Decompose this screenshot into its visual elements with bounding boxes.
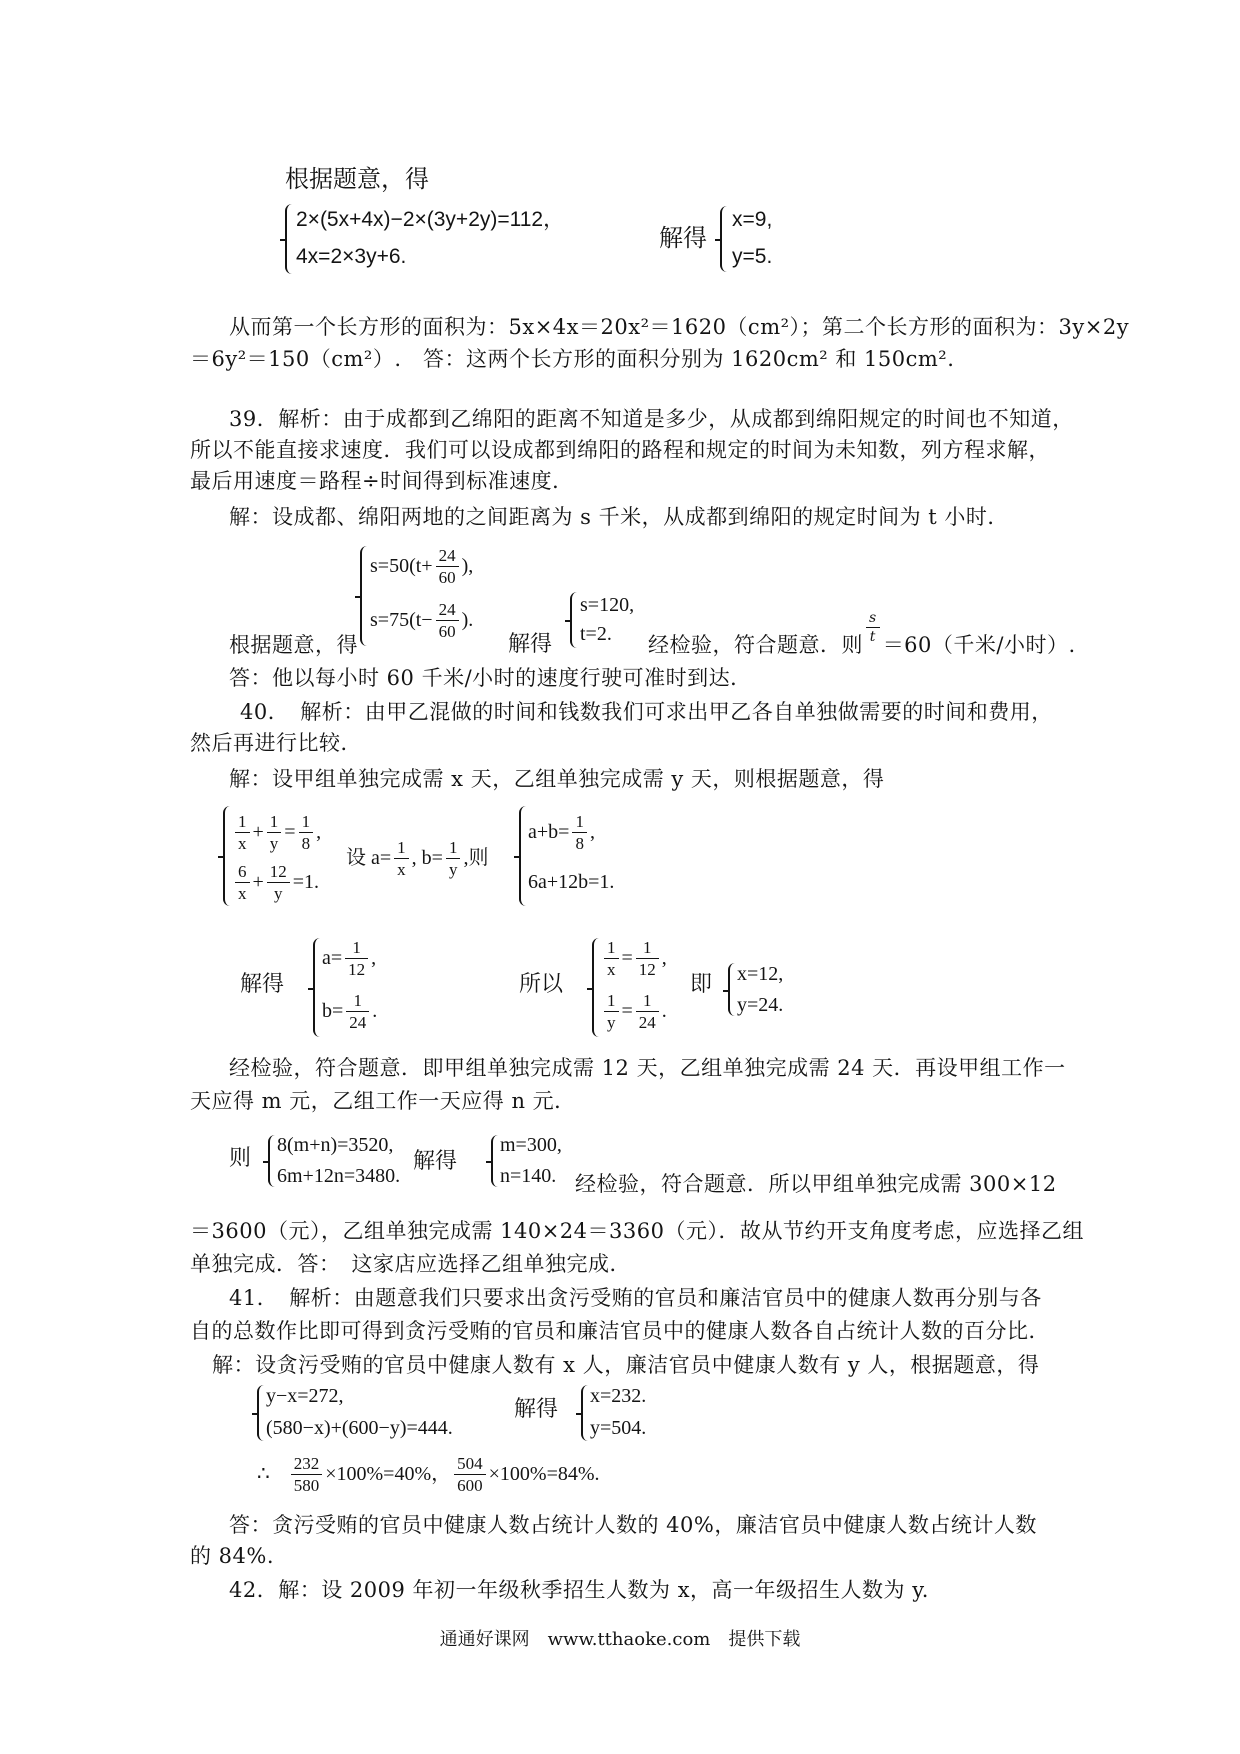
fraction	[454, 1454, 486, 1495]
denominator: y	[269, 833, 279, 853]
q40-system5-equation-1: x=12,	[737, 963, 784, 985]
q40-ie-label: 即	[690, 972, 713, 997]
q42-setup: 42．解：设 2009 年初一年级秋季招生人数为 x，高一年级招生人数为 y.	[229, 1578, 929, 1602]
fraction	[345, 938, 368, 979]
page-footer: 通通好课网 www.tthaoke.com 提供下载	[439, 1629, 801, 1650]
equation-text: ,则	[463, 847, 489, 869]
q40-system2-equation-1	[528, 810, 595, 854]
denominator: y	[274, 883, 283, 903]
fraction	[394, 838, 409, 879]
q38-solve-label: 解得	[659, 224, 707, 252]
q41-percentages	[257, 1452, 600, 1496]
numerator: 1	[299, 812, 314, 833]
q40-system7-equation-2: n=140.	[500, 1165, 557, 1187]
fraction	[446, 838, 461, 879]
numerator: 1	[235, 812, 250, 833]
left-brace	[313, 938, 322, 1037]
q39-equation-2	[370, 598, 473, 642]
q40-system2-equation-2	[528, 860, 614, 904]
q40-check: 经检验，符合题意．所以甲组单独完成需 300×12	[575, 1172, 1057, 1196]
left-brace	[257, 1385, 266, 1441]
equation-text: ×100%=84%.	[488, 1463, 600, 1485]
q39-check	[648, 607, 1076, 657]
q40-system3-equation-2	[322, 989, 377, 1033]
left-brace	[581, 1385, 590, 1441]
q38-solution-1: x=9,	[732, 208, 773, 231]
equation-text: ).	[461, 609, 474, 631]
fraction	[291, 1454, 323, 1495]
q40-analysis-line-1: 40． 解析：由甲乙混做的时间和钱数我们可求出甲乙各自单独做需要的时间和费用，	[240, 700, 1053, 724]
q40-system1-equation-2	[232, 860, 319, 904]
fraction	[866, 610, 880, 645]
fraction	[436, 600, 459, 641]
fraction	[572, 812, 587, 853]
denominator: 12	[638, 959, 656, 979]
q39-answer: 答：他以每小时 60 千米/小时的速度行驶可准时到达．	[229, 666, 752, 690]
q39-solution-2: t=2.	[580, 623, 612, 645]
equation-text: a+b=	[528, 821, 570, 843]
q40-system5-equation-2: y=24.	[737, 994, 784, 1016]
fraction	[604, 991, 619, 1032]
q39-solution-1: s=120,	[580, 594, 635, 616]
q41-answer-line-2: 的 84%.	[190, 1544, 275, 1568]
numerator: 1	[394, 838, 409, 859]
operator: +	[252, 821, 264, 843]
check-text: 经检验，符合题意．则	[648, 633, 863, 657]
numerator: 1	[345, 938, 368, 959]
q39-analysis-line-2: 所以不能直接求速度．我们可以设成都到绵阳的路程和规定的时间为未知数，列方程求解，	[190, 438, 1050, 462]
q40-system7-equation-1: m=300,	[500, 1134, 562, 1156]
q40-system6-equation-2: 6m+12n=3480.	[277, 1165, 401, 1187]
fraction	[436, 546, 459, 587]
q41-analysis-line-2: 自的总数作比即可得到贪污受贿的官员和廉洁官员中的健康人数各自占统计人数的百分比．	[190, 1319, 1050, 1343]
q38-solution-2: y=5.	[732, 245, 773, 268]
q41-equation-2: (580−x)+(600−y)=444.	[266, 1417, 453, 1439]
numerator: 1	[267, 812, 282, 833]
q40-text-line-3: ＝3600（元），乙组单独完成需 140×24＝3360（元）．故从节约开支角度考虑，应选择乙组	[190, 1219, 1084, 1243]
denominator: x	[607, 959, 616, 979]
equation-text: ),	[461, 555, 474, 577]
punctuation: ,	[661, 947, 667, 969]
denominator: x	[238, 833, 247, 853]
q41-solution-1: x=232.	[590, 1385, 647, 1407]
numerator: 1	[604, 991, 619, 1012]
punctuation: .	[661, 1000, 667, 1022]
q40-text-line-4: 单独完成．答： 这家店应选择乙组单独完成．	[190, 1252, 631, 1276]
q38-equation-2: 4x=2×3y+6.	[296, 245, 407, 268]
numerator: 24	[436, 546, 459, 567]
therefore-symbol: ∴	[257, 1463, 270, 1485]
fraction	[346, 991, 369, 1032]
q41-answer-line-1: 答：贪污受贿的官员中健康人数占统计人数的 40%，廉洁官员中健康人数占统计人数	[229, 1513, 1037, 1537]
denominator: 8	[301, 833, 311, 853]
q39-intro: 根据题意，得	[229, 633, 358, 657]
fraction	[636, 991, 659, 1032]
q39-setup: 解：设成都、绵阳两地的之间距离为 s 千米，从成都到绵阳的规定时间为 t 小时．	[229, 505, 1009, 529]
q38-text-line-2: ＝6y²＝150（cm²）. 答：这两个长方形的面积分别为 1620cm² 和 150cm².	[190, 347, 955, 371]
equation-text: b=	[322, 1000, 344, 1022]
denominator: 580	[293, 1475, 320, 1495]
q41-setup: 解：设贪污受贿的官员中健康人数有 x 人，廉洁官员中健康人数有 y 人，根据题意，得	[212, 1353, 1040, 1377]
numerator: 12	[267, 862, 290, 883]
numerator: 24	[436, 600, 459, 621]
fraction	[235, 812, 250, 853]
numerator: 232	[291, 1454, 323, 1475]
q40-system6-equation-1: 8(m+n)=3520,	[277, 1134, 394, 1156]
denominator: x	[397, 859, 406, 879]
q38-text-line-1: 从而第一个长方形的面积为：5x×4x＝20x²＝1620（cm²）；第二个长方形的面积为：3y×2y	[229, 315, 1130, 339]
q40-text-line-1: 经检验，符合题意．即甲组单独完成需 12 天，乙组单独完成需 24 天．再设甲组工作一	[229, 1056, 1066, 1080]
q41-solve-label: 解得	[514, 1397, 559, 1422]
q40-then-label: 则	[229, 1146, 252, 1171]
equation-text: a=	[322, 947, 343, 969]
numerator: 6	[235, 862, 250, 883]
q40-so-label: 所以	[519, 972, 564, 997]
left-brace	[360, 546, 369, 646]
fraction	[299, 812, 314, 853]
left-brace	[285, 204, 294, 274]
q40-solve-label-2: 解得	[413, 1149, 458, 1174]
q40-system4-equation-2	[601, 989, 667, 1033]
q39-analysis-line-3: 最后用速度＝路程÷时间得到标准速度．	[190, 469, 574, 493]
q41-solution-2: y=504.	[590, 1417, 647, 1439]
operator: +	[252, 871, 264, 893]
denominator: 60	[438, 567, 456, 587]
q41-equation-1: y−x=272,	[266, 1385, 344, 1407]
left-brace	[519, 806, 528, 906]
numerator: 1	[446, 838, 461, 859]
q40-analysis-line-2: 然后再进行比较．	[190, 731, 362, 755]
fraction	[267, 862, 290, 903]
left-brace	[592, 938, 601, 1037]
left-brace	[728, 963, 737, 1016]
denominator: y	[607, 1012, 616, 1032]
equation-text: ×100%=40%，	[325, 1463, 452, 1485]
denominator: 12	[348, 959, 366, 979]
q40-substitution	[346, 836, 488, 880]
q40-system3-equation-1	[322, 936, 376, 980]
left-brace	[223, 806, 232, 906]
fraction	[235, 862, 250, 903]
left-brace	[491, 1135, 500, 1187]
operator: =	[621, 947, 633, 969]
left-brace	[268, 1135, 277, 1187]
q40-text-line-2: 天应得 m 元，乙组工作一天应得 n 元．	[190, 1089, 576, 1113]
q39-analysis-line-1: 39．解析：由于成都到乙绵阳的距离不知道是多少，从成都到绵阳规定的时间也不知道，	[229, 407, 1074, 431]
punctuation: ,	[589, 821, 595, 843]
equation-text: 6a+12b=1.	[528, 871, 615, 893]
denominator: 60	[438, 621, 456, 641]
equation-text: 设 a=	[346, 847, 392, 869]
q40-system4-equation-1	[601, 936, 667, 980]
denominator: t	[869, 629, 876, 645]
denominator: 24	[638, 1012, 656, 1032]
q39-equation-1	[370, 544, 473, 588]
q38-equation-1: 2×(5x+4x)−2×(3y+2y)=112，	[296, 208, 565, 231]
check-text: ＝60（千米/小时）.	[882, 633, 1076, 657]
equation-text: =1.	[292, 871, 320, 893]
left-brace	[720, 206, 729, 272]
equation-text: s=75(t−	[370, 609, 433, 631]
q40-system1-equation-1	[232, 810, 321, 854]
punctuation: ,	[371, 947, 377, 969]
numerator: s	[866, 610, 880, 628]
fraction	[604, 938, 619, 979]
punctuation: ,	[316, 821, 322, 843]
q41-analysis-line-1: 41． 解析：由题意我们只要求出贪污受贿的官员和廉洁官员中的健康人数再分别与各	[229, 1286, 1042, 1310]
numerator: 1	[636, 991, 659, 1012]
left-brace	[570, 592, 579, 648]
numerator: 504	[454, 1454, 486, 1475]
denominator: x	[238, 883, 247, 903]
equation-text: , b=	[411, 847, 443, 869]
denominator: 24	[349, 1012, 367, 1032]
numerator: 1	[604, 938, 619, 959]
q39-solve-label: 解得	[508, 632, 553, 657]
numerator: 1	[636, 938, 659, 959]
q40-setup: 解：设甲组单独完成需 x 天，乙组单独完成需 y 天，则根据题意，得	[229, 767, 885, 791]
q40-solve-label: 解得	[240, 972, 285, 997]
operator: =	[284, 821, 296, 843]
denominator: 600	[457, 1475, 483, 1495]
equation-text: s=50(t+	[370, 555, 433, 577]
fraction	[267, 812, 282, 853]
q38-intro: 根据题意，得	[285, 165, 429, 193]
operator: =	[621, 1000, 633, 1022]
denominator: y	[448, 859, 458, 879]
denominator: 8	[575, 833, 584, 853]
numerator: 1	[346, 991, 369, 1012]
fraction	[636, 938, 659, 979]
numerator: 1	[572, 812, 587, 833]
punctuation: .	[372, 1000, 378, 1022]
